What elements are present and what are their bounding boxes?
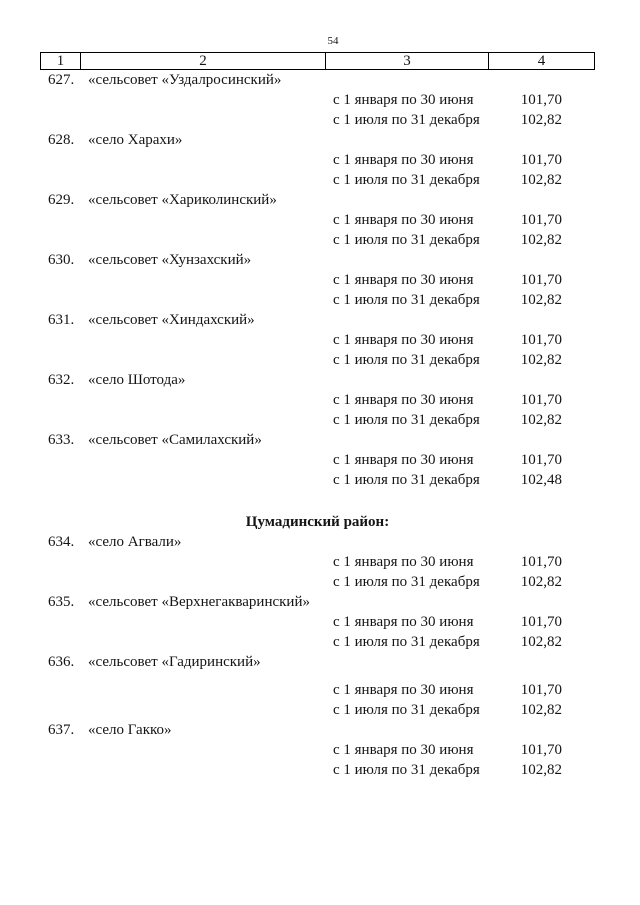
rate-value: 101,70 (520, 152, 562, 168)
rate-value: 102,82 (520, 702, 562, 718)
settlement-name: «село Шотода» (88, 372, 186, 388)
settlement-entry (0, 250, 640, 310)
rate-row (0, 740, 640, 760)
rate-row (0, 350, 640, 370)
rate-period: с 1 июля по 31 декабря (333, 412, 480, 428)
rate-period: с 1 января по 30 июня (333, 452, 474, 468)
rate-value: 101,70 (520, 452, 562, 468)
column-header-4: 4 (488, 53, 595, 70)
rate-list (0, 210, 640, 250)
rate-list (0, 150, 640, 190)
rate-row (0, 552, 640, 572)
rate-value: 101,70 (520, 92, 562, 108)
entry-row (0, 532, 640, 552)
page-number: 54 (327, 35, 339, 47)
rate-row (0, 290, 640, 310)
settlement-entry (0, 70, 640, 130)
rate-value: 101,70 (520, 332, 562, 348)
table-header-row (40, 52, 595, 70)
rate-row (0, 150, 640, 170)
table-body (0, 70, 640, 780)
rate-row (0, 110, 640, 130)
settlement-name: «село Гакко» (88, 722, 172, 738)
rate-value: 101,70 (520, 614, 562, 630)
settlement-entry (0, 130, 640, 190)
rate-value: 102,82 (520, 412, 562, 428)
rate-row (0, 680, 640, 700)
settlement-entry (0, 720, 640, 780)
entry-number: 628. (48, 132, 75, 148)
rate-period: с 1 января по 30 июня (333, 212, 474, 228)
settlement-name: «сельсовет «Самилахский» (88, 432, 262, 448)
rate-list (0, 450, 640, 490)
rate-value: 101,70 (520, 682, 562, 698)
settlement-name: «сельсовет «Гадиринский» (88, 654, 261, 670)
rate-period: с 1 июля по 31 декабря (333, 472, 480, 488)
rate-period: с 1 июля по 31 декабря (333, 762, 480, 778)
settlement-entry (0, 532, 640, 592)
rate-value: 102,82 (520, 762, 562, 778)
rate-period: с 1 января по 30 июня (333, 614, 474, 630)
rate-period: с 1 июля по 31 декабря (333, 574, 480, 590)
entry-row (0, 430, 640, 450)
entry-row (0, 250, 640, 270)
rate-period: с 1 января по 30 июня (333, 682, 474, 698)
settlement-name: «сельсовет «Хиндахский» (88, 312, 255, 328)
entry-number: 635. (48, 594, 75, 610)
rate-row (0, 700, 640, 720)
rate-value: 102,82 (520, 574, 562, 590)
rate-value: 102,48 (520, 472, 562, 488)
entry-row (0, 370, 640, 390)
rate-value: 101,70 (520, 742, 562, 758)
rate-period: с 1 января по 30 июня (333, 92, 474, 108)
rate-value: 101,70 (520, 272, 562, 288)
rate-period: с 1 июля по 31 декабря (333, 702, 480, 718)
rate-row (0, 270, 640, 290)
column-header-1: 1 (40, 53, 80, 70)
rate-list (0, 612, 640, 652)
rate-value: 102,82 (520, 352, 562, 368)
rate-period: с 1 января по 30 июня (333, 272, 474, 288)
settlement-name: «село Харахи» (88, 132, 183, 148)
entry-number: 636. (48, 654, 75, 670)
rate-list (0, 270, 640, 310)
rate-period: с 1 июля по 31 декабря (333, 634, 480, 650)
district-heading: Цумадинский район: (245, 514, 390, 530)
rate-row (0, 760, 640, 780)
settlement-name: «сельсовет «Хунзахский» (88, 252, 252, 268)
rate-row (0, 632, 640, 652)
rate-period: с 1 января по 30 июня (333, 332, 474, 348)
settlement-entry (0, 592, 640, 652)
settlement-entry (0, 652, 640, 720)
entry-number: 632. (48, 372, 75, 388)
rate-period: с 1 июля по 31 декабря (333, 352, 480, 368)
rate-value: 102,82 (520, 232, 562, 248)
rate-list (0, 552, 640, 592)
rate-period: с 1 июля по 31 декабря (333, 112, 480, 128)
rate-value: 101,70 (520, 212, 562, 228)
rate-row (0, 410, 640, 430)
entry-number: 631. (48, 312, 75, 328)
rate-row (0, 90, 640, 110)
rate-row (0, 210, 640, 230)
rate-list (0, 90, 640, 130)
entry-number: 627. (48, 72, 75, 88)
settlement-name: «сельсовет «Хариколинский» (88, 192, 277, 208)
column-header-2: 2 (80, 53, 325, 70)
rate-row (0, 230, 640, 250)
entry-number: 637. (48, 722, 75, 738)
settlement-name: «сельсовет «Верхнегакваринский» (88, 594, 310, 610)
rate-row (0, 330, 640, 350)
district-block (0, 70, 640, 490)
rate-row (0, 450, 640, 470)
settlement-entry (0, 370, 640, 430)
entry-row (0, 190, 640, 210)
settlement-name: «село Агвали» (88, 534, 182, 550)
rate-row (0, 470, 640, 490)
entry-row (0, 70, 640, 90)
rate-list (0, 390, 640, 430)
rate-period: с 1 июля по 31 декабря (333, 172, 480, 188)
rate-period: с 1 июля по 31 декабря (333, 292, 480, 308)
settlement-entry (0, 190, 640, 250)
entry-number: 630. (48, 252, 75, 268)
settlement-name: «сельсовет «Уздалросинский» (88, 72, 282, 88)
rate-value: 102,82 (520, 112, 562, 128)
rate-period: с 1 января по 30 июня (333, 554, 474, 570)
rate-list (0, 330, 640, 370)
district-block (0, 512, 640, 780)
entry-row (0, 652, 640, 672)
entry-row (0, 130, 640, 150)
entry-number: 634. (48, 534, 75, 550)
rate-value: 102,82 (520, 172, 562, 188)
column-header-3: 3 (325, 53, 488, 70)
rate-period: с 1 января по 30 июня (333, 392, 474, 408)
entry-row (0, 592, 640, 612)
rate-value: 102,82 (520, 292, 562, 308)
entry-row (0, 720, 640, 740)
rate-row (0, 612, 640, 632)
rate-row (0, 170, 640, 190)
settlement-entry (0, 430, 640, 490)
rate-period: с 1 января по 30 июня (333, 152, 474, 168)
entry-number: 629. (48, 192, 75, 208)
rate-value: 101,70 (520, 392, 562, 408)
rate-value: 101,70 (520, 554, 562, 570)
entry-row (0, 310, 640, 330)
rate-row (0, 572, 640, 592)
rate-period: с 1 июля по 31 декабря (333, 232, 480, 248)
rate-period: с 1 января по 30 июня (333, 742, 474, 758)
settlement-entry (0, 310, 640, 370)
rate-row (0, 390, 640, 410)
rate-value: 102,82 (520, 634, 562, 650)
rate-list (0, 740, 640, 780)
entry-number: 633. (48, 432, 75, 448)
rate-list (0, 680, 640, 720)
